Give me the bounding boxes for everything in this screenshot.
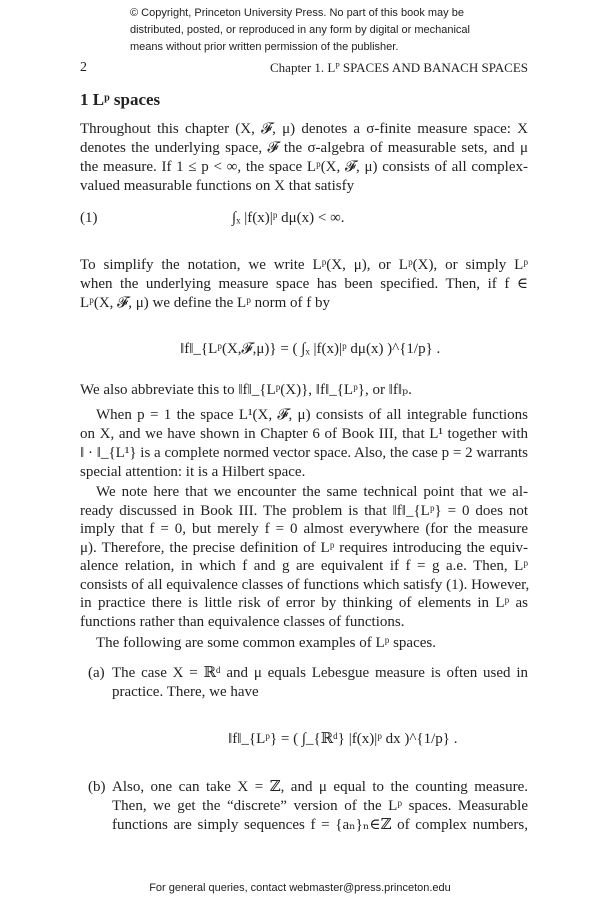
section-title: 1 Lᵖ spaces	[80, 90, 161, 109]
text-line: We also abbreviate this to ‖f‖_{Lᵖ(X)}, ‖f‖_{Lᵖ}, or ‖f‖ₚ.	[80, 382, 412, 398]
text-line: in practice there is little risk of error by thinking of elements in Lᵖ as	[80, 595, 528, 611]
text-line: functions rather than equivalence classes of functions.	[80, 613, 405, 630]
text-line: μ). Therefore, the precise definition of Lᵖ requires introducing the equiv-	[80, 539, 528, 556]
text-line: the measure. If 1 ≤ p < ∞, the space Lᵖ(X, 𝓕, μ) consists of all complex-	[80, 159, 528, 175]
text-line: The following are some common examples of Lᵖ spaces.	[96, 635, 436, 651]
copyright-notice	[130, 5, 470, 56]
copyright-line: © Copyright, Princeton University Press. No part of this book may be	[130, 7, 464, 19]
text-line: on X, and we have shown in Chapter 6 of Book III, that L¹ together with	[80, 426, 528, 442]
copyright-line: means without prior written permission of the publisher.	[130, 41, 399, 53]
copyright-line: distributed, posted, or reproduced in any form by digital or mechanical	[130, 24, 470, 36]
text-line: ready discussed in Book III. The problem is that ‖f‖_{Lᵖ} = 0 does not	[80, 502, 528, 519]
text-line: denotes the underlying space, 𝓕 the σ-algebra of measurable sets, and μ	[80, 140, 528, 156]
text-line: imply that f = 0, but merely f = 0 almost everywhere (for the measure	[80, 521, 528, 537]
lebesgue-norm-equation: ‖f‖_{Lᵖ} = ( ∫_{ℝᵈ} |f(x)|ᵖ dx )^{1/p} .	[228, 731, 458, 747]
text-line: ‖ · ‖_{L¹} is a complete normed vector space. Also, the case p = 2 warrants	[80, 445, 528, 461]
text-line: practice. There, we have	[112, 684, 259, 700]
text-line: special attention: it is a Hilbert space.	[80, 464, 306, 480]
text-line: To simplify the notation, we write Lᵖ(X, μ), or Lᵖ(X), or simply Lᵖ	[80, 257, 528, 273]
equation-label: (1)	[80, 210, 98, 226]
text-line: Throughout this chapter (X, 𝓕, μ) denotes a σ-finite measure space: X	[80, 121, 528, 137]
item-label: (b)	[88, 779, 106, 795]
text-line: Also, one can take X = ℤ, and μ equal to the counting measure.	[112, 779, 528, 795]
norm-equation: ‖f‖_{Lᵖ(X,𝓕,μ)} = ( ∫ₓ |f(x)|ᵖ dμ(x) )^{1/p} .	[180, 341, 441, 357]
text-line: Then, we get the “discrete” version of the Lᵖ spaces. Measurable	[112, 798, 528, 814]
text-line: alence relation, in which f and g are equivalent if f = g a.e. Then, Lᵖ	[80, 558, 528, 574]
running-title: Chapter 1. Lᴾ SPACES AND BANACH SPACES	[270, 60, 528, 75]
footer-contact: For general queries, contact webmaster@press.princeton.edu	[149, 882, 451, 894]
text-line: consists of all equivalence classes of functions which satisfy (1). However,	[80, 576, 530, 593]
text-line: functions are simply sequences f = {aₙ}ₙ∈ℤ of complex numbers,	[112, 817, 528, 833]
text-line: valued measurable functions on X that satisfy	[80, 178, 355, 194]
equation-1: ∫ₓ |f(x)|ᵖ dμ(x) < ∞.	[232, 210, 345, 226]
text-line: Lᵖ(X, 𝓕, μ) we define the Lᵖ norm of f by	[80, 295, 331, 311]
text-line: when the underlying measure space has been specified. Then, if f ∈	[80, 276, 528, 292]
text-line: When p = 1 the space L¹(X, 𝓕, μ) consists of all integrable functions	[96, 407, 528, 423]
page-number: 2	[80, 60, 87, 75]
text-line: We note here that we encounter the same technical point that we al-	[96, 484, 528, 500]
item-label: (a)	[88, 665, 105, 681]
text-line: The case X = ℝᵈ and μ equals Lebesgue measure is often used in	[112, 665, 528, 681]
